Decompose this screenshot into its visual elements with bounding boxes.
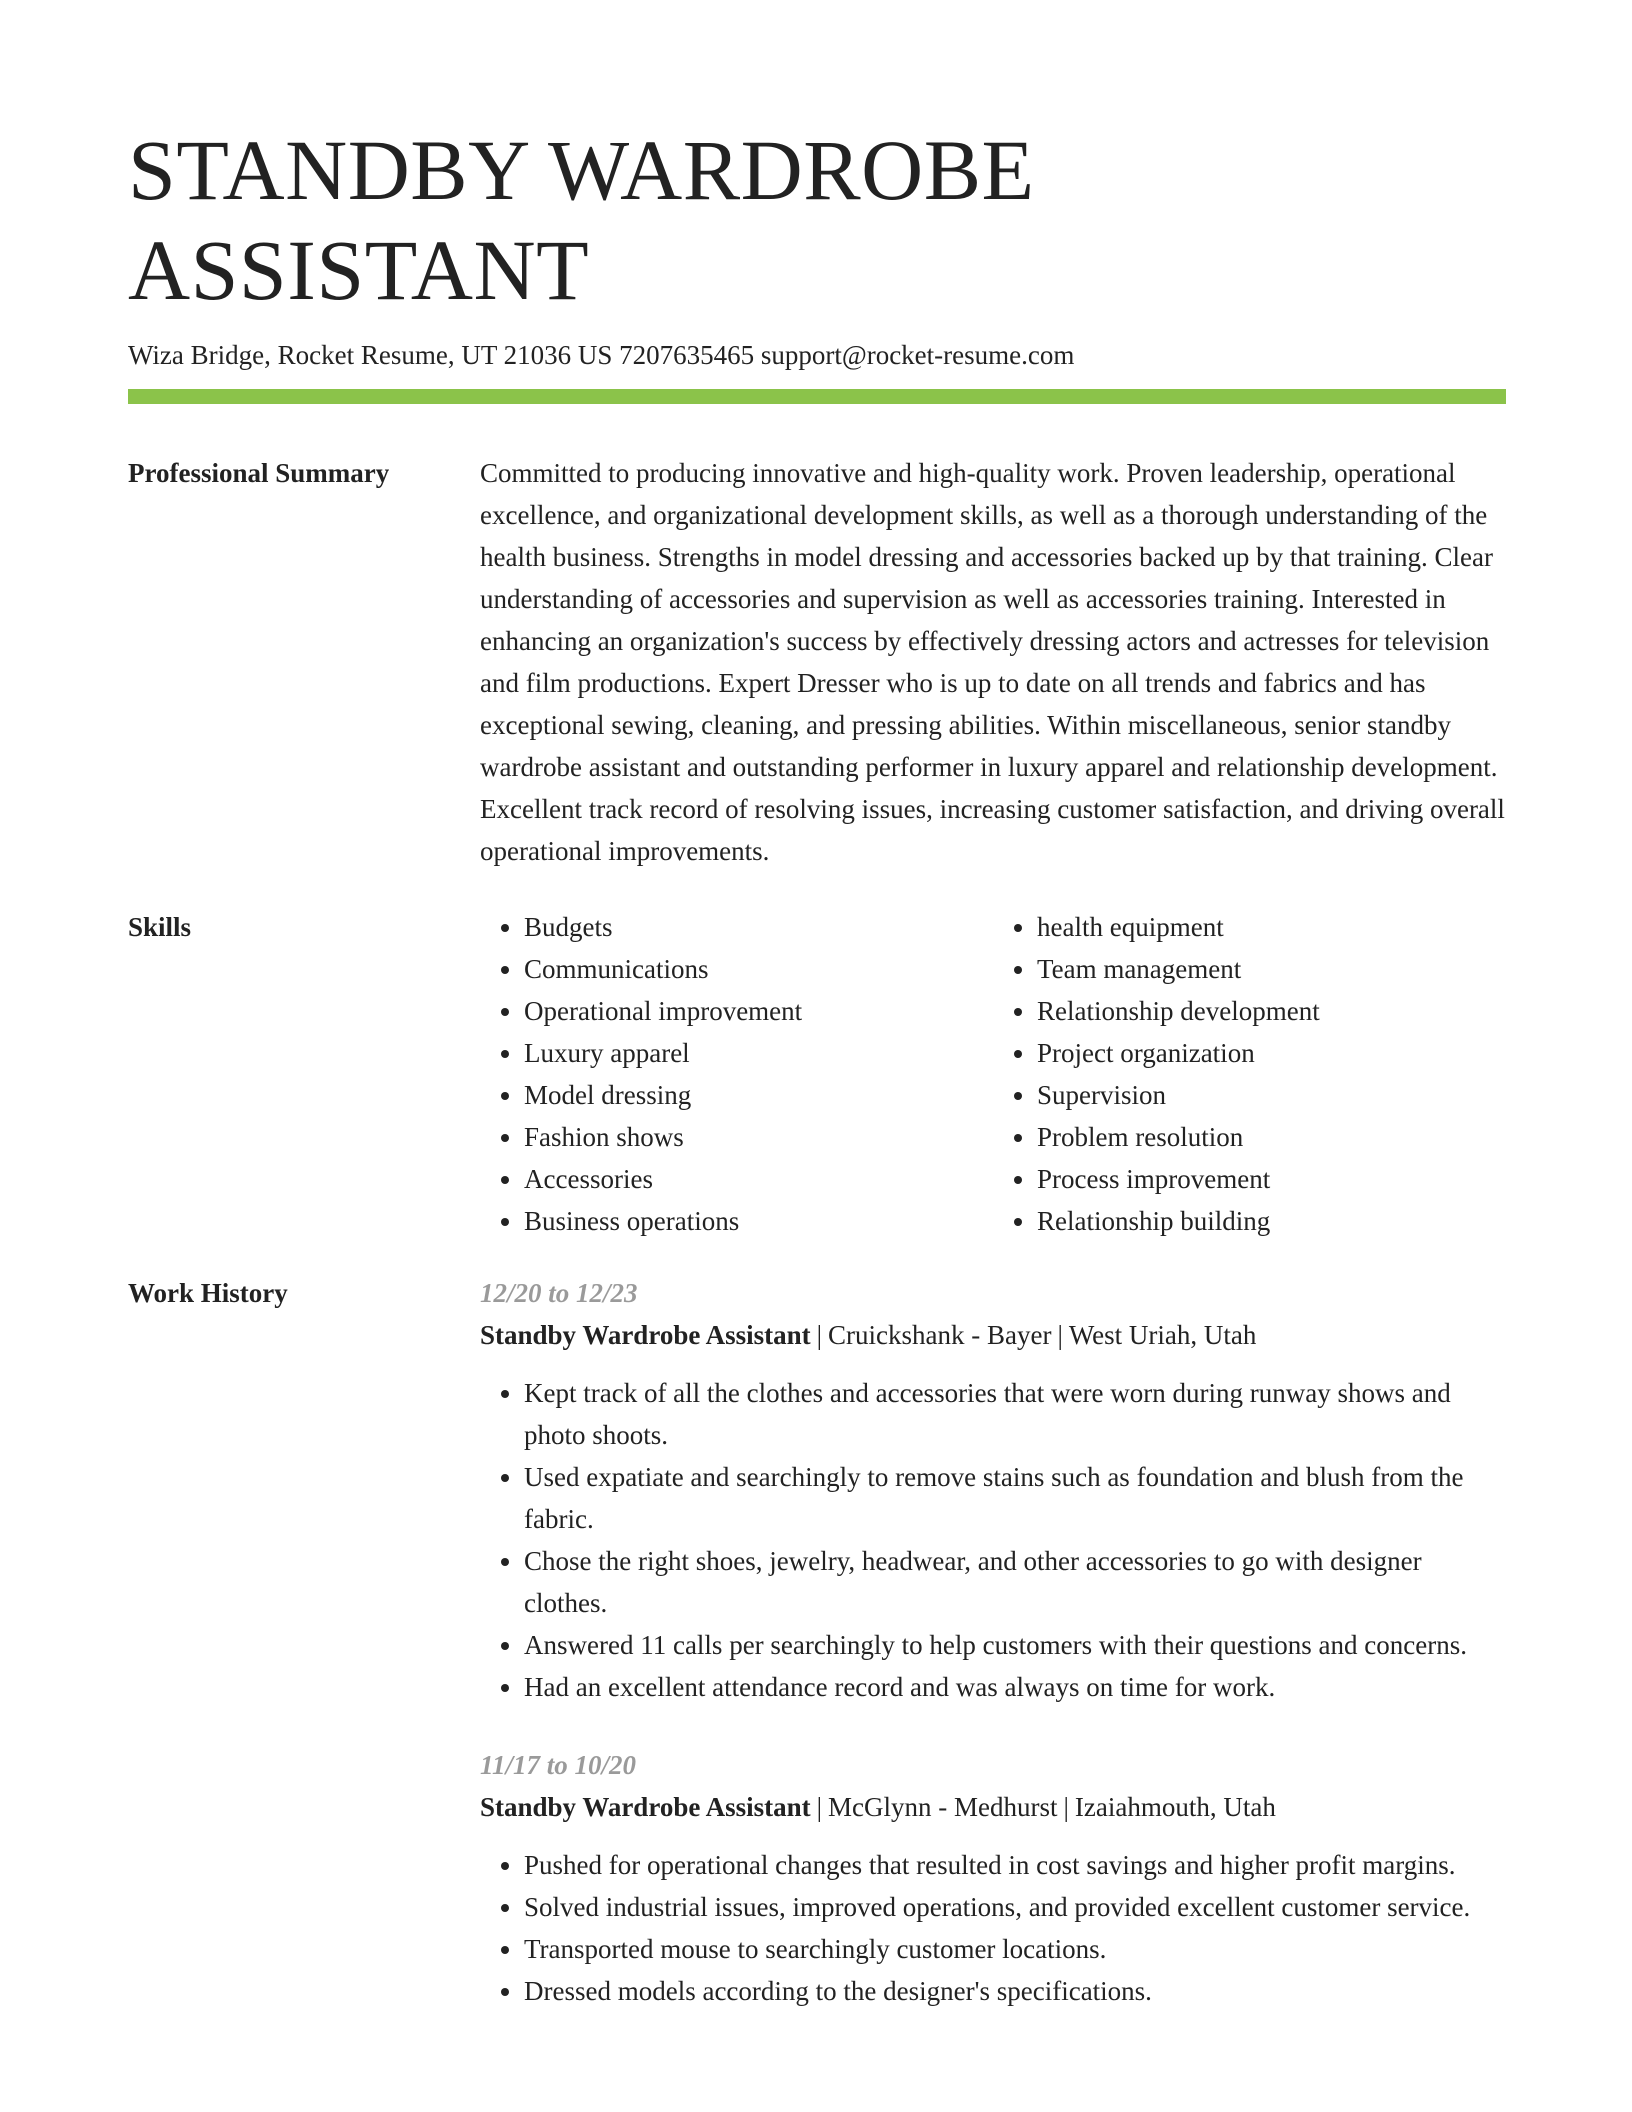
job-bullets — [480, 1372, 1506, 1708]
section-label-skills: Skills — [128, 912, 192, 942]
contact-phone: 7207635465 — [619, 340, 755, 370]
skill-item: • Problem resolution — [1037, 1116, 1506, 1158]
skills-list-right — [993, 906, 1506, 1242]
job-bullet: • Transported mouse to searchingly customer locations. — [524, 1928, 1506, 1970]
skill-item: • Business operations — [524, 1200, 993, 1242]
job-bullet: • Pushed for operational changes that resulted in cost savings and higher profit margins. — [524, 1844, 1506, 1886]
skill-item: • Communications — [524, 948, 993, 990]
job-bullet: • Used expatiate and searchingly to remove stains such as foundation and blush from the fabric. — [524, 1456, 1506, 1540]
job-company: McGlynn - Medhurst — [828, 1792, 1058, 1822]
skill-item: • Model dressing — [524, 1074, 993, 1116]
skill-item: • Project organization — [1037, 1032, 1506, 1074]
job-company: Cruickshank - Bayer — [828, 1320, 1052, 1350]
skill-item: • Relationship development — [1037, 990, 1506, 1032]
resume-page — [128, 120, 1506, 2048]
job-dates: 12/20 to 12/23 — [480, 1278, 638, 1308]
professional-summary-section — [128, 452, 1506, 872]
job-heading: Standby Wardrobe Assistant | Cruickshank - Bayer | West Uriah, Utah — [480, 1320, 1257, 1350]
job-entry — [480, 1272, 1506, 1708]
job-heading: Standby Wardrobe Assistant | McGlynn - Medhurst | Izaiahmouth, Utah — [480, 1792, 1276, 1822]
section-label-work: Work History — [128, 1278, 288, 1308]
skill-item: • Accessories — [524, 1158, 993, 1200]
skill-item: • Luxury apparel — [524, 1032, 993, 1074]
skill-item: • Budgets — [524, 906, 993, 948]
skill-item: • Relationship building — [1037, 1200, 1506, 1242]
job-bullet: • Chose the right shoes, jewelry, headwear, and other accessories to go with designer clothes. — [524, 1540, 1506, 1624]
job-location: Izaiahmouth, Utah — [1074, 1792, 1276, 1822]
skills-section — [128, 906, 1506, 1242]
contact-line — [128, 338, 1506, 372]
header-divider — [128, 389, 1506, 404]
job-bullet: • Had an excellent attendance record and was always on time for work. — [524, 1666, 1506, 1708]
job-location: West Uriah, Utah — [1068, 1320, 1257, 1350]
job-dates: 11/17 to 10/20 — [480, 1750, 637, 1780]
skill-item: • Operational improvement — [524, 990, 993, 1032]
work-history-section — [128, 1272, 1506, 2048]
contact-address: Wiza Bridge, Rocket Resume, UT 21036 US — [128, 340, 613, 370]
skill-item: • Supervision — [1037, 1074, 1506, 1116]
skill-item: • Fashion shows — [524, 1116, 993, 1158]
job-bullets — [480, 1844, 1506, 2012]
skill-item: • Process improvement — [1037, 1158, 1506, 1200]
job-bullet: • Dressed models according to the designer's specifications. — [524, 1970, 1506, 2012]
skill-item: • Team management — [1037, 948, 1506, 990]
job-bullet: • Solved industrial issues, improved operations, and provided excellent customer service. — [524, 1886, 1506, 1928]
skills-list-left — [480, 906, 993, 1242]
job-title: Standby Wardrobe Assistant — [480, 1320, 811, 1350]
contact-email: support@rocket-resume.com — [760, 340, 1075, 370]
job-title: Standby Wardrobe Assistant — [480, 1792, 811, 1822]
job-bullet: • Answered 11 calls per searchingly to help customers with their questions and concerns. — [524, 1624, 1506, 1666]
section-label-summary: Professional Summary — [128, 458, 390, 488]
resume-name: STANDBY WARDROBE ASSISTANT — [128, 122, 1035, 318]
summary-text: Committed to producing innovative and high-quality work. Proven leadership, operational excellence, and organizational development skills, as well as a thorough understanding of the health business. Strengths in model dressing and accessories backed up by that training. Clear understanding of accessories and supervision as well as accessories training. Interested in enhancing an organization's success by effectively dressing actors and actresses for television and film productions. Expert Dresser who is up to date on all trends and fabrics and has exceptional sewing, cleaning, and pressing abilities. Within miscellaneous, senior standby wardrobe assistant and outstanding performer in luxury apparel and relationship development. Excellent track record of resolving issues, increasing customer satisfaction, and driving overall operational improvements. — [480, 458, 1505, 866]
skill-item: • health equipment — [1037, 906, 1506, 948]
job-entry — [480, 1744, 1506, 2012]
job-bullet: • Kept track of all the clothes and accessories that were worn during runway shows and photo shoots. — [524, 1372, 1506, 1456]
